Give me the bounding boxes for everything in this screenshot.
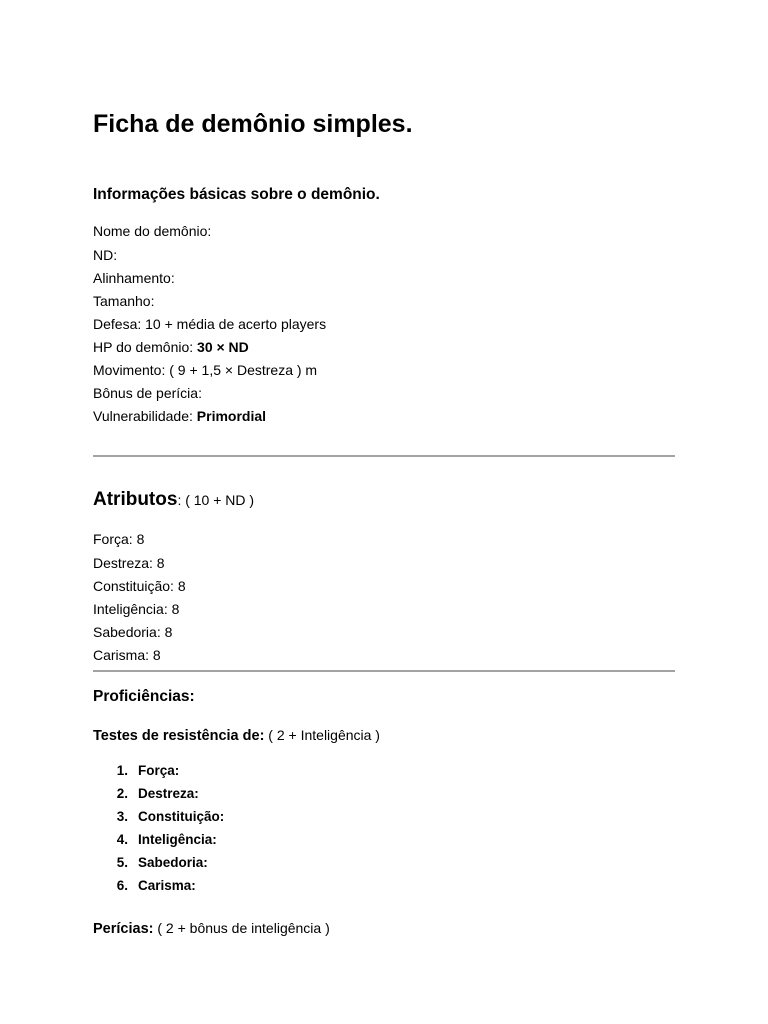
attribute-constituicao: Constituição: 8 bbox=[93, 578, 186, 594]
skills-formula: ( 2 + bônus de inteligência ) bbox=[153, 920, 330, 936]
saves-label: Testes de resistência de: bbox=[93, 728, 265, 744]
proficiencies-heading-colon: : bbox=[189, 688, 195, 705]
movement-line: Movimento: ( 9 + 1,5 × Destreza ) m bbox=[93, 362, 318, 378]
hp-value: 30 × ND bbox=[197, 339, 249, 355]
list-number: 6. bbox=[116, 878, 128, 893]
skills-label: Perícias: bbox=[93, 921, 154, 937]
list-number: 3. bbox=[116, 809, 128, 824]
size-line: Tamanho: bbox=[93, 293, 155, 309]
attribute-sabedoria: Sabedoria: 8 bbox=[93, 624, 173, 640]
save-item-destreza bbox=[82, 786, 199, 801]
save-label: Inteligência: bbox=[138, 832, 217, 847]
nd-line: ND: bbox=[93, 247, 118, 263]
list-number: 2. bbox=[116, 786, 128, 801]
document-title: Ficha de demônio simples. bbox=[93, 110, 413, 138]
save-label: Sabedoria: bbox=[138, 855, 208, 870]
attributes-heading: Atributos bbox=[93, 489, 178, 510]
divider bbox=[93, 455, 675, 457]
skills-line bbox=[93, 920, 330, 937]
demon-name-line: Nome do demônio: bbox=[93, 223, 212, 239]
attributes-heading-line bbox=[93, 489, 254, 511]
save-label: Força: bbox=[138, 763, 180, 778]
list-number: 4. bbox=[116, 832, 128, 847]
attribute-forca: Força: 8 bbox=[93, 531, 145, 547]
save-label: Carisma: bbox=[138, 878, 196, 893]
hp-label: HP do demônio: bbox=[93, 339, 198, 355]
vulnerability-line bbox=[93, 408, 266, 424]
vulnerability-value: Primordial bbox=[196, 408, 267, 424]
save-item-constituicao bbox=[82, 809, 224, 824]
saves-line bbox=[93, 727, 380, 744]
attribute-destreza: Destreza: 8 bbox=[93, 555, 165, 571]
divider bbox=[93, 670, 675, 672]
proficiencies-heading-text: Proficiências bbox=[93, 688, 190, 705]
attribute-inteligencia: Inteligência: 8 bbox=[93, 601, 180, 617]
attributes-formula: : ( 10 + ND ) bbox=[177, 492, 255, 508]
vulnerability-label: Vulnerabilidade: bbox=[93, 408, 197, 424]
basic-info-heading: Informações básicas sobre o demônio. bbox=[93, 186, 380, 203]
proficiencies-heading bbox=[93, 688, 195, 706]
save-item-forca bbox=[82, 763, 179, 778]
attribute-carisma: Carisma: 8 bbox=[93, 647, 161, 663]
defense-line: Defesa: 10 + média de acerto players bbox=[93, 316, 327, 332]
save-item-inteligencia bbox=[82, 832, 217, 847]
skill-bonus-line: Bônus de perícia: bbox=[93, 385, 202, 401]
save-item-carisma bbox=[82, 878, 196, 893]
save-item-sabedoria bbox=[82, 855, 208, 870]
hp-line bbox=[93, 339, 249, 355]
alignment-line: Alinhamento: bbox=[93, 270, 175, 286]
saves-formula: ( 2 + Inteligência ) bbox=[264, 727, 380, 743]
list-number: 1. bbox=[116, 763, 128, 778]
save-label: Constituição: bbox=[138, 809, 225, 824]
list-number: 5. bbox=[116, 855, 128, 870]
save-label: Destreza: bbox=[138, 786, 199, 801]
